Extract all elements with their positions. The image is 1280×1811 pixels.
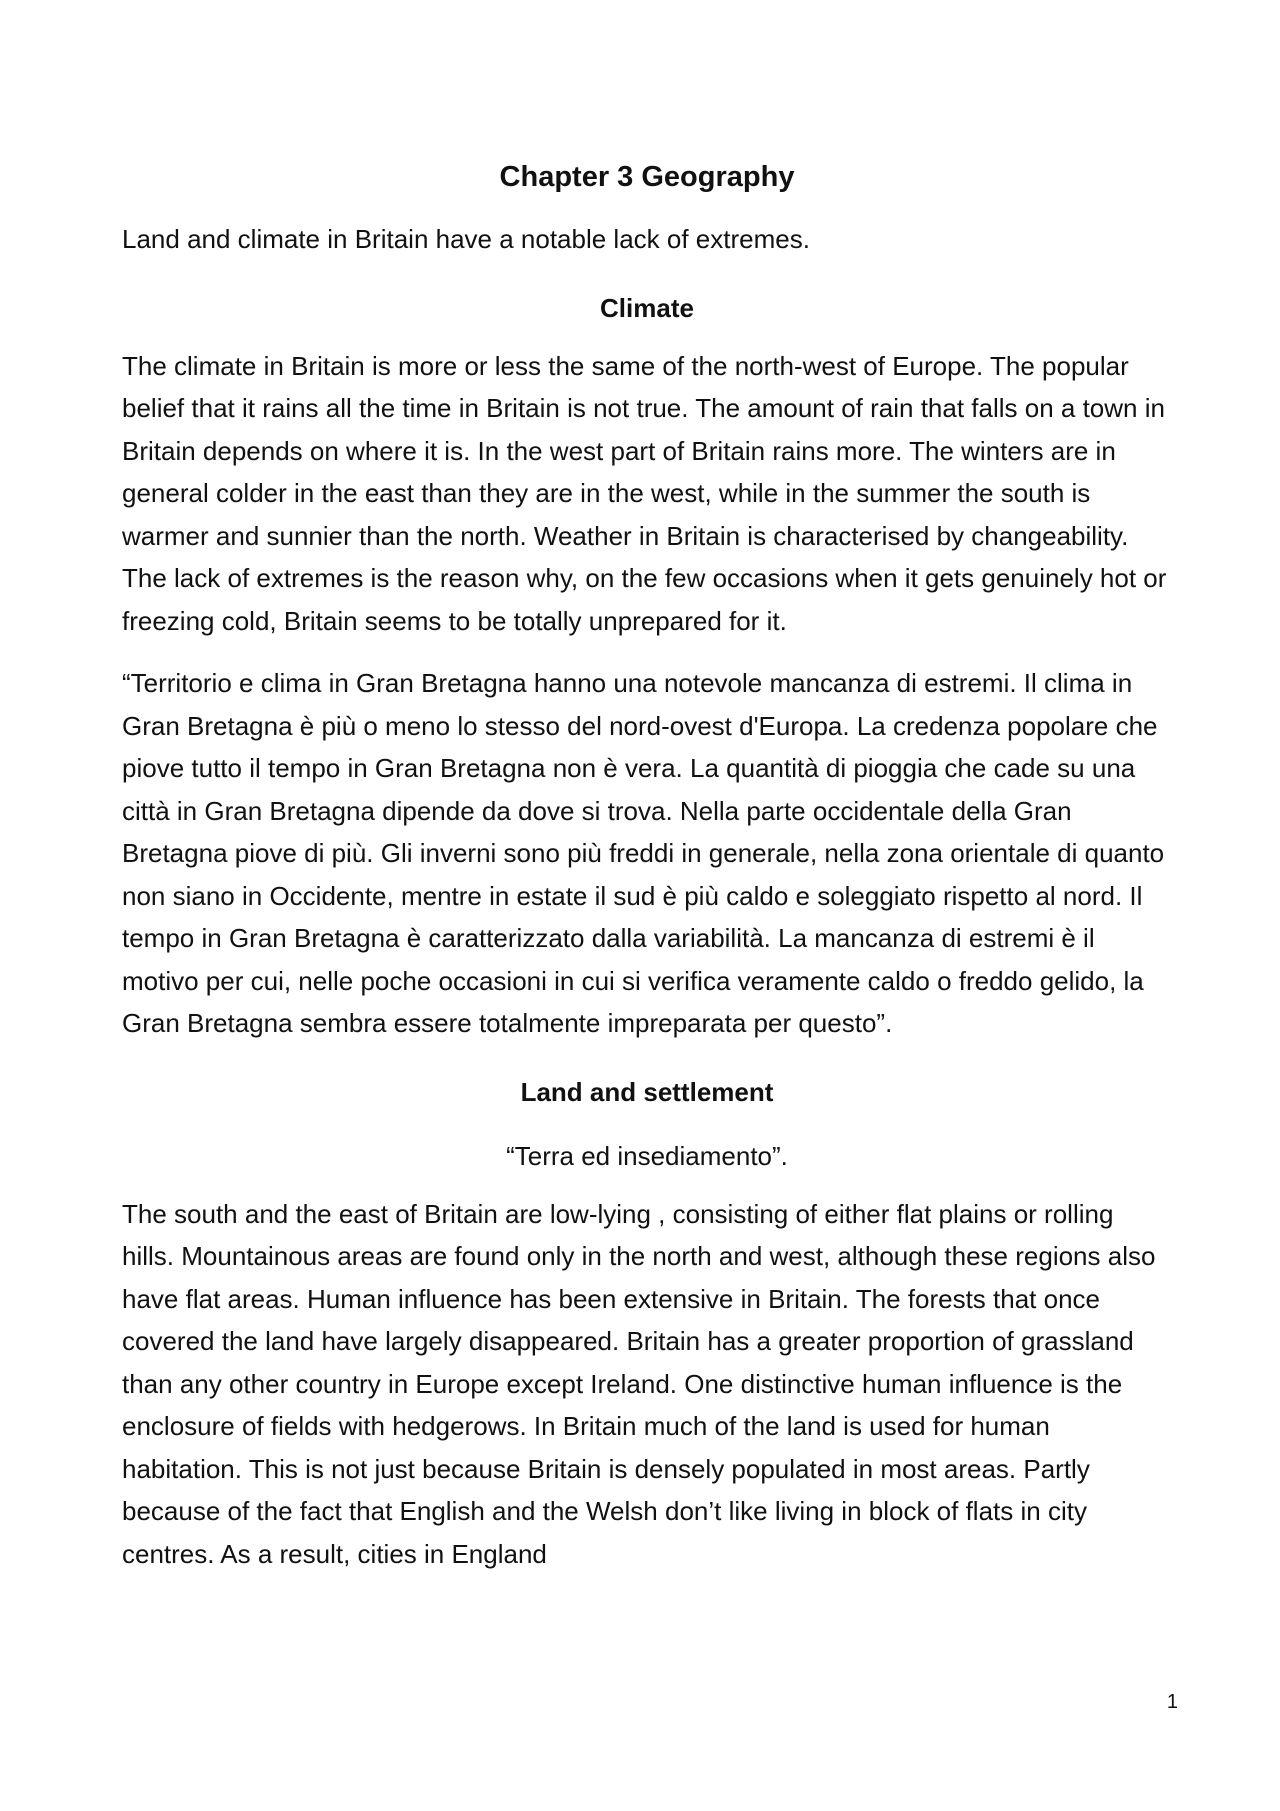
climate-heading: Climate [600, 292, 694, 323]
climate-paragraph-english: The climate in Britain is more or less the same of the north-west of Europe. The popular belief that it rains all the time in Britain is not true. The amount of rain that falls on a town in Britain depends on where it is. In the west part of Britain rains more. The winters are in general colder in the east than they are in the west, while in the summer the south is warmer and sunnier than the north. Weather in Britain is characterised by changeability. The lack of extremes is the reason why, on the few occasions when it gets genuinely hot or freezing cold, Britain seems to be totally unprepared for it. [122, 350, 1167, 636]
land-settlement-heading: Land and settlement [520, 1076, 774, 1107]
climate-paragraph-italian: “Territorio e clima in Gran Bretagna hanno una notevole mancanza di estremi. Il clima in Gran Bretagna è più o meno lo stesso del nord-ovest d'Europa. La credenza popolare che piove tutto il tempo in Gran Bretagna non è vera. La quantità di pioggia che cade su una città in Gran Bretagna dipende da dove si trova. Nella parte occidentale della Gran Bretagna piove di più. Gli inverni sono più freddi in generale, nella zona orientale di quanto non siano in Occidente, mentre in estate il sud è più caldo e soleggiato rispetto al nord. Il tempo in Gran Bretagna è caratterizzato dalla variabilità. La mancanza di estremi è il motivo per cui, nelle poche occasioni in cui si verifica veramente caldo o freddo gelido, la Gran Bretagna sembra essere totalmente impreparata per questo”. [122, 668, 1165, 1038]
page-number: 1 [1166, 1691, 1178, 1713]
page-content [122, 150, 1172, 1595]
intro-paragraph: Land and climate in Britain have a notable lack of extremes. [122, 224, 810, 254]
land-settlement-paragraph: The south and the east of Britain are low-lying , consisting of either flat plains or rolling hills. Mountainous areas are found only in the north and west, although these regions also have flat areas. Human influence has been extensive in Britain. The forests that once covered the land have largely disappeared. Britain has a greater proportion of grassland than any other country in Europe except Ireland. One distinctive human influence is the enclosure of fields with hedgerows. In Britain much of the land is used for human habitation. This is not just because Britain is densely populated in most areas. Partly because of the fact that English and the Welsh don’t like living in block of flats in city centres. As a result, cities in England [122, 1198, 1156, 1569]
land-settlement-heading-italian: “Terra ed insediamento”. [506, 1140, 788, 1171]
chapter-title: Chapter 3 Geography [499, 161, 795, 193]
